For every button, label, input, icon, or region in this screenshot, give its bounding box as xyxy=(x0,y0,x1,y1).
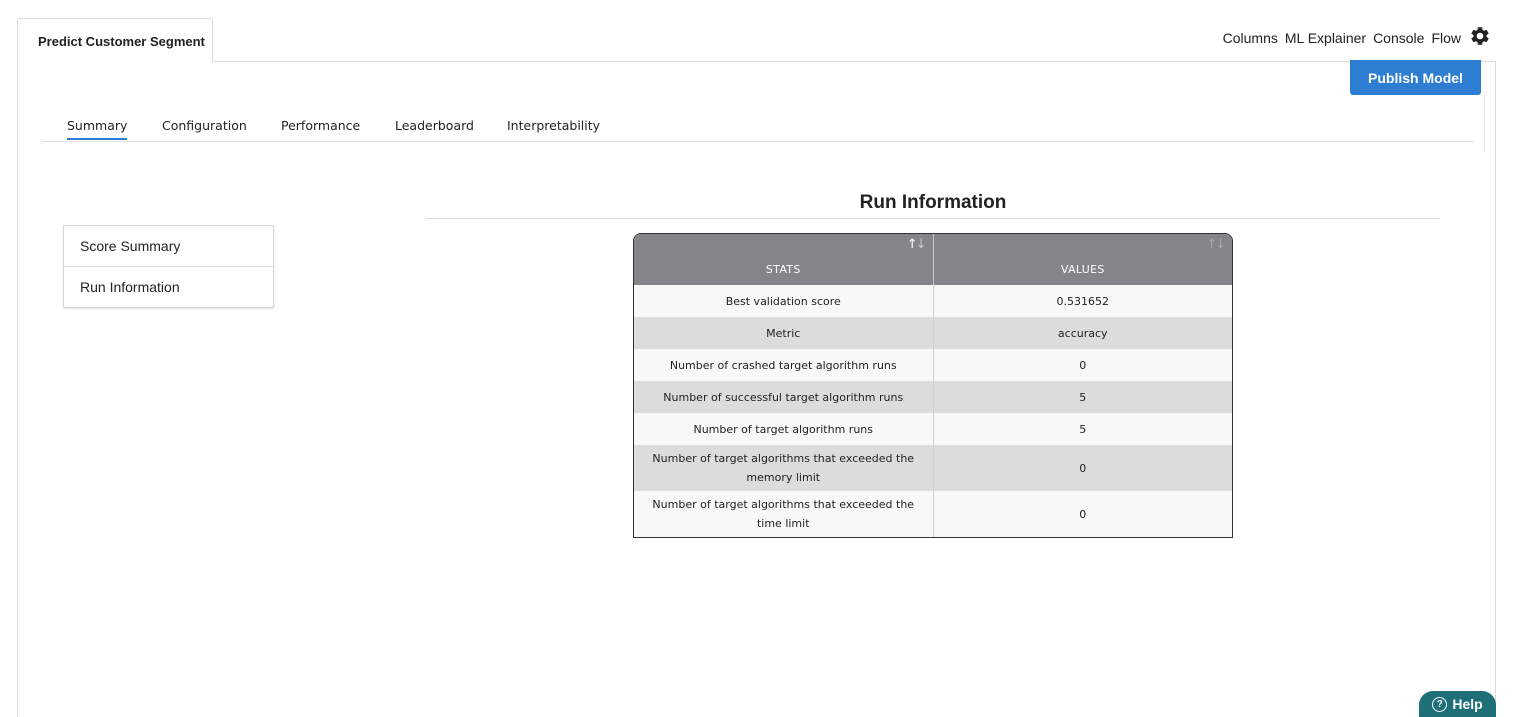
run-info-table xyxy=(633,233,1233,538)
tab-configuration[interactable]: Configuration xyxy=(162,118,247,133)
column-header-stats-label: STATS xyxy=(765,263,801,276)
section-title: Run Information xyxy=(859,192,1007,213)
top-link-ml-explainer[interactable]: ML Explainer xyxy=(1284,30,1367,46)
document-tab-title: Predict Customer Segment xyxy=(38,34,205,49)
gear-icon[interactable] xyxy=(1469,25,1491,47)
top-link-columns[interactable]: Columns xyxy=(1222,30,1278,46)
table-cell-value: 0 xyxy=(1079,358,1087,372)
table-cell-value: 0 xyxy=(1079,507,1087,521)
frame-left-border xyxy=(17,61,18,717)
table-row xyxy=(634,491,1232,537)
table-cell-stat: Metric xyxy=(634,317,933,349)
column-header-values[interactable] xyxy=(933,234,1232,285)
table-cell-stat: Number of target algorithm runs xyxy=(634,413,933,445)
side-item-run-information[interactable]: Run Information xyxy=(64,266,273,307)
sort-icon[interactable]: ↑↓ xyxy=(1206,237,1224,252)
side-item-score-summary[interactable]: Score Summary xyxy=(80,238,181,254)
sort-icon[interactable]: ↑↓ xyxy=(906,237,925,252)
help-button[interactable] xyxy=(1419,691,1496,717)
table-cell-value: 5 xyxy=(1079,390,1087,404)
table-cell-value: 5 xyxy=(1079,422,1087,436)
question-circle-icon: ? xyxy=(1432,697,1447,712)
table-row xyxy=(634,413,1232,445)
frame-right-border xyxy=(1495,61,1496,717)
document-tab[interactable] xyxy=(17,18,213,62)
table-row xyxy=(634,445,1232,491)
help-button-label: Help xyxy=(1452,696,1483,712)
top-link-flow[interactable]: Flow xyxy=(1431,30,1461,46)
table-cell-stat: Best validation score xyxy=(634,285,933,317)
tab-interpretability[interactable]: Interpretability xyxy=(507,118,601,133)
inner-right-border xyxy=(1484,95,1485,152)
column-header-values-label: VALUES xyxy=(1060,263,1105,276)
table-row xyxy=(634,317,1232,349)
table-cell-stat: Number of successful target algorithm runs xyxy=(634,381,933,413)
table-cell-stat: Number of crashed target algorithm runs xyxy=(634,349,933,381)
table-cell-value: 0.531652 xyxy=(1056,294,1109,308)
tab-performance[interactable]: Performance xyxy=(281,118,361,133)
column-header-stats[interactable] xyxy=(634,234,933,285)
subtab-bar xyxy=(42,116,1474,142)
table-cell-value: accuracy xyxy=(1057,326,1108,340)
table-cell-stat: Number of target algorithms that exceeded the time limit xyxy=(634,491,933,537)
section-divider xyxy=(426,218,1440,219)
tab-leaderboard[interactable]: Leaderboard xyxy=(395,118,474,133)
top-link-console[interactable]: Console xyxy=(1373,30,1425,46)
side-menu xyxy=(63,225,274,308)
top-nav xyxy=(1223,30,1461,46)
tab-summary[interactable]: Summary xyxy=(67,118,127,140)
table-row xyxy=(634,349,1232,381)
table-cell-value: 0 xyxy=(1079,461,1087,475)
table-row xyxy=(634,381,1232,413)
top-divider xyxy=(17,61,1496,62)
publish-model-button[interactable]: Publish Model xyxy=(1350,60,1481,95)
table-row xyxy=(634,285,1232,317)
table-cell-stat: Number of target algorithms that exceeded the memory limit xyxy=(634,445,933,491)
